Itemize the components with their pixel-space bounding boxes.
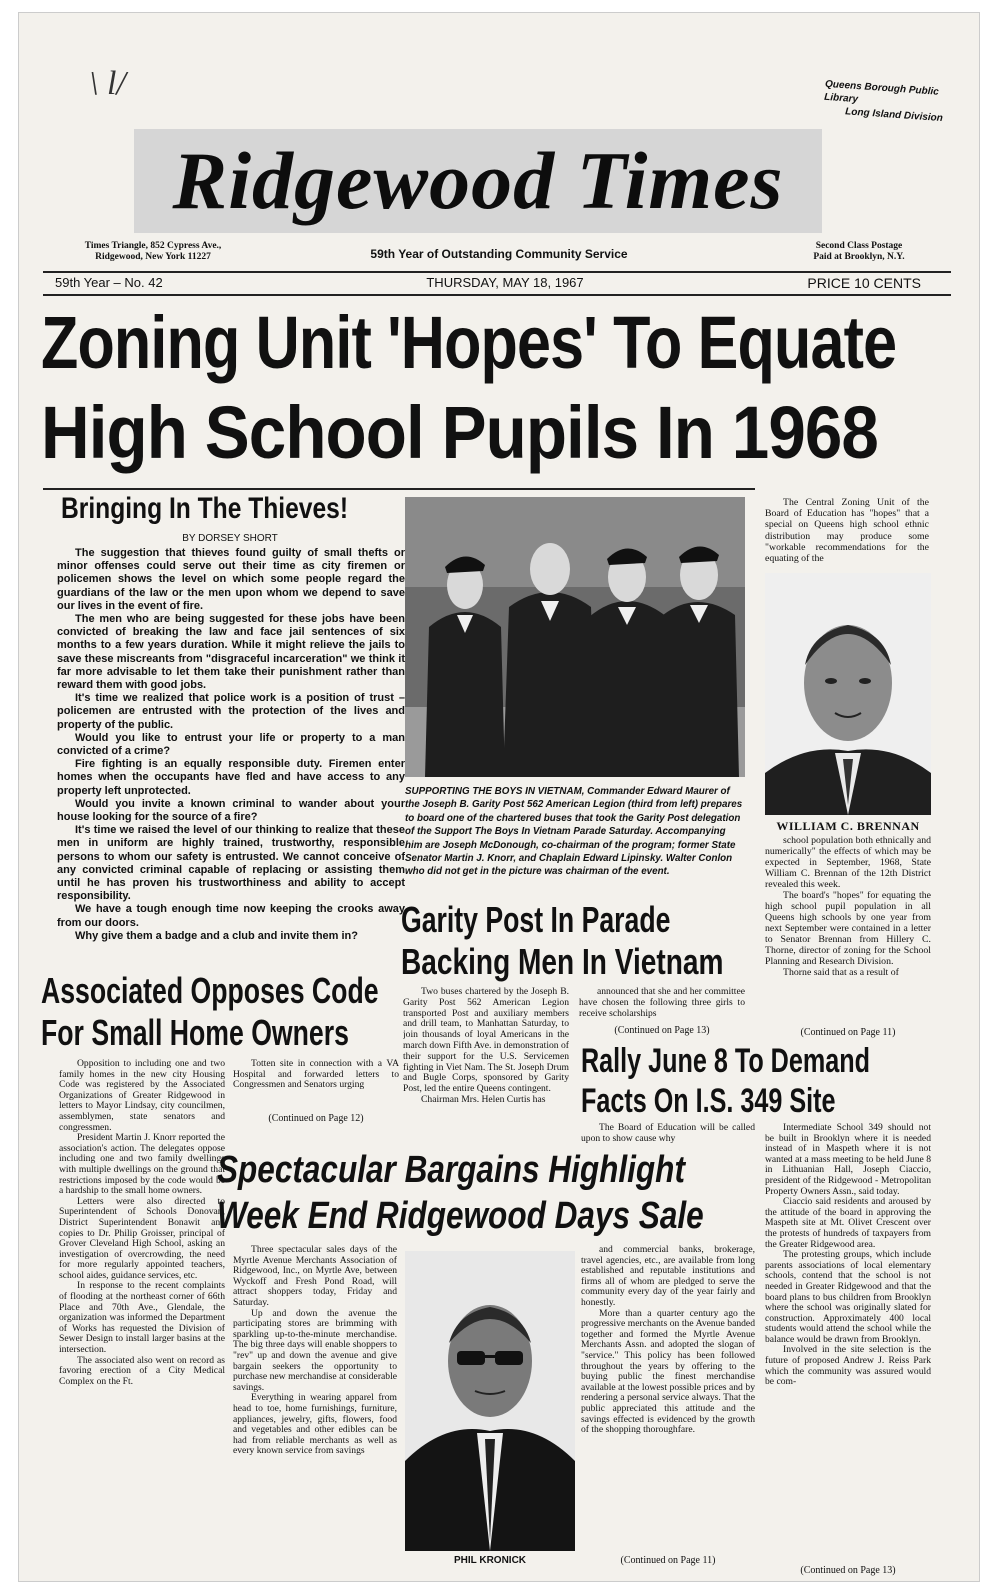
library-stamp [823,78,975,127]
newspaper-page [18,12,980,1582]
brennan-portrait [765,573,931,815]
bargains-headline-line2: Week End Ridgewood Days Sale [217,1195,704,1237]
masthead-tagline: 59th Year of Outstanding Community Service [370,247,628,261]
masthead-address: Times Triangle, 852 Cypress Ave., Ridgewood, New York 11227 [84,241,222,262]
associated-headline-line2: For Small Home Owners [41,1012,349,1053]
section-rule [43,488,755,490]
banner-headline-line2: High School Pupils In 1968 [41,391,878,474]
thieves-headline: Bringing In The Thieves! [61,492,349,525]
thieves-paragraph: The suggestion that thieves found guilty of small thefts or minor offenses could serve out their time as city firemen or policemen shows the level on which some people regard the guardians of the law or the men upon whom we depend to save our lives in the event of fire. [57,547,405,612]
brennan-caption: WILLIAM C. BRENNAN [776,819,920,833]
rally-continued: (Continued on Page 13) [800,1565,896,1576]
associated-continued: (Continued on Page 12) [268,1113,364,1124]
legion-photo [405,497,745,777]
issue-price: PRICE 10 CENTS [807,275,921,291]
legion-photo-caption: SUPPORTING THE BOYS IN VIETNAM, Commander Edward Maurer of the Joseph B. Garity Post 562 American Legion (third from left) prepares to board one of the chartered buses that took the Garity Post delegation of the Support The Boys In Vietnam Parade Saturday. Accompanying him are Joseph McDonough, co-chairman of the program; former State Senator Martin J. Knorr, and Chaplain Edward Lipinsky. Walter Conlon who did not get in the picture was chairman of the event. [405,786,743,878]
garity-column-2: announced that she and her committee have chosen the following three girls to receive scholarships [579,986,745,1019]
garity-column-1: Two buses chartered by the Joseph B. Garity Post 562 American Legion transported Post and auxiliary members and drill team, to Manhattan Saturday, to join thousands of loyal Americans in the march down Fifth Ave. in demonstration of their support for the U.S. Servicemen fighting in Viet Nam. The St. Joseph Drum and Bugle Corps, sponsored by Garity Post, led the entire Queens contingent. Chairman Mrs. Helen Curtis has [403,987,569,1105]
thieves-paragraph: Would you like to entrust your life or property to a man convicted of a crime? [57,731,405,758]
associated-headline-line1: Associated Opposes Code [41,970,379,1011]
rally-headline-line1: Rally June 8 To Demand [581,1042,870,1080]
issue-number: 59th Year – No. 42 [55,275,163,290]
rally-column-1: The Board of Education will be called upon to show cause why [581,1122,755,1144]
associated-column-1: Opposition to including one and two family homes in the new city Housing Code was registered by the Associated Organizations of Greater Ridgewood in letters to Mayor Lindsay, city councilmen, assemblymen, state senators and congressmen. President Martin J. Knorr reported the association's action. The delegates oppose including one and two family dwellings with multiple dwellings on the ground that restrictions imposed by the code would be a hardship to the small home owners. Letters were also directed to Superintendent of Schools Donovan, District Superintendent Bonawit and copies to Dr. Philip Groisser, principal of Grover Cleveland High School, asking an investigation of overcrowding, the need for more regularly appointed teachers, school aides, guidance services, etc. In response to the recent complaints of flooding at the northeast corner of 66th Place and 70th Ave., Glendale, the organization was informed the Department of Works has requested the Division of Sewer Design to install larger basins at the intersection. The associated also went on record as favoring erection of a City Medical Complex on the Ft. [59,1059,225,1387]
thieves-paragraph: Would you invite a known criminal to wander about your house looking for the source of a fire? [57,797,405,824]
dateline-rule-bottom [43,294,951,296]
thieves-article [57,547,405,965]
zoning-intro: The Central Zoning Unit of the Board of Education has "hopes" that a special on Queens high school ethnic distribution may produce some "workable recommendations for the equating of the [765,497,929,565]
issue-date: THURSDAY, MAY 18, 1967 [426,275,584,290]
legion-photo-image [405,497,745,777]
masthead-banner [134,129,822,233]
kronick-photo-image [405,1251,575,1551]
bargains-column-2: and commercial banks, brokerage, travel agencies, etc., are available from long established and reputable institutions and firms all of whom are pledged to serve the community every day of the year fairly and honestly. More than a quarter century ago the progressive merchants on the Avenue banded together and formed the Myrtle Avenue Merchants Assn. and adopted the slogan of "service." This policy has been followed throughout the years by offering to the buying public the finest merchandise available at the lowest possible prices and by rendering a personal service always. That the public appreciated this attitude and the savings effected is evidenced by the growth of the shopping thoroughfare. [581,1245,755,1436]
thieves-paragraph: Why give them a badge and a club and invite them in? [75,929,358,942]
thieves-byline: BY DORSEY SHORT [182,533,278,544]
rally-column-2: Intermediate School 349 should not be built in Brooklyn where it is needed instead of in Maspeth where it is not wanted at a mass meeting to be held June 8 in Lithuanian Hall, Joseph Ciaccio, president of the Ridgewood - Metropolitan Property Owners Assn., said today. Ciaccio said residents and aroused by the attitude of the board in approving the Maspeth site at Mt. Olivet Crescent over the protests of hundreds of taxpayers from the Greater Ridgewood area. The protesting groups, which include parents associations of local elementary schools, contend that the school is not needed in Greater Ridgewood and that the board plans to bus children from Brooklyn where the school was originally slated for construction. Approximately 400 local students would attend the school while the balance would be drawn from Brooklyn. Involved in the site selection is the future of proposed Andrew J. Reiss Park which the community was assured would be com- [765,1123,931,1388]
zoning-continued: (Continued on Page 11) [800,1027,896,1038]
bargains-continued: (Continued on Page 11) [620,1555,716,1566]
kronick-caption: PHIL KRONICK [453,1555,527,1566]
garity-continued: (Continued on Page 13) [614,1025,710,1036]
thieves-paragraph: Fire fighting is an equally responsible duty. Firemen enter homes when the occupants have fled and have access to any property left unprotected. [57,758,405,797]
handwritten-mark: \ l/ [89,65,126,102]
thieves-paragraph: It's time we raised the level of our thinking to realize that these men in uniform are highly trained, trustworthy, responsible persons to whom our safety is entrusted. We cannot conceive of any convicted criminal capable of replacing or assisting them until he has proven his trustworthiness and ability to accept responsibility. [57,824,405,903]
garity-headline-line2: Backing Men In Vietnam [401,941,724,982]
library-stamp-line1: Queens Borough Public Library [823,78,940,106]
garity-headline-line1: Garity Post In Parade [401,899,671,940]
kronick-photo [405,1251,575,1551]
thieves-paragraph: The men who are being suggested for these jobs have been convicted of breaking the law and face jail sentences of six months to a few years duration. While it might relieve the jails to save these miscreants from "disgraceful incarceration" we think it far more advisable to let them take their punishment rather than reward them with good jobs. [57,613,405,692]
brennan-portrait-image [765,573,931,815]
thieves-paragraph: We have a tough enough time now keeping the crooks away from our doors. [57,903,405,929]
dateline-rule-top [43,271,951,273]
masthead-title: Ridgewood Times [172,135,784,226]
rally-headline-line2: Facts On I.S. 349 Site [581,1082,836,1120]
bargains-column-1: Three spectacular sales days of the Myrtle Avenue Merchants Association of Ridgewood, Inc., on Myrtle Ave, between Wyckoff and Fresh Pond Road, will attract shoppers today, Friday and Saturday. Up and down the avenue the participating stores are brimming with sparkling up-to-the-minute merchandise. The big three days will enable shoppers to "rev" up and down the avenue and give bargain seekers the opportunity to purchase new merchandise at considerable savings. Everything in wearing apparel from head to toe, home furnishings, furniture, appliances, jewelry, gifts, flowers, food and vegetables and other edibles can be had from reliable merchants as well as every known service from savings [233,1245,397,1457]
library-stamp-line2: Long Island Division [844,106,944,125]
bargains-headline-line1: Spectacular Bargains Highlight [217,1149,685,1191]
postage-notice: Second Class Postage Paid at Brooklyn, N.Y. [813,241,905,262]
banner-headline-line1: Zoning Unit 'Hopes' To Equate [41,301,897,384]
associated-column-2: Totten site in connection with a VA Hospital and forwarded letters to Congressmen and Senators urging [233,1058,399,1091]
zoning-body: school population both ethnically and numerically" the effects of which may be expected in September, 1968, State William C. Brennan of the 12th District revealed this week. The board's "hopes" for equating the high school pupil population in all Queens high schools by one year from next September were contained in a letter to Senator Brennan from Hillery C. Thorne, director of zoning for the School Planning and Research Division. Thorne said that as a result of [765,835,931,978]
thieves-paragraph: It's time we realized that police work is a position of trust – policemen are entrusted with the protection of the lives and property of the public. [57,692,405,731]
